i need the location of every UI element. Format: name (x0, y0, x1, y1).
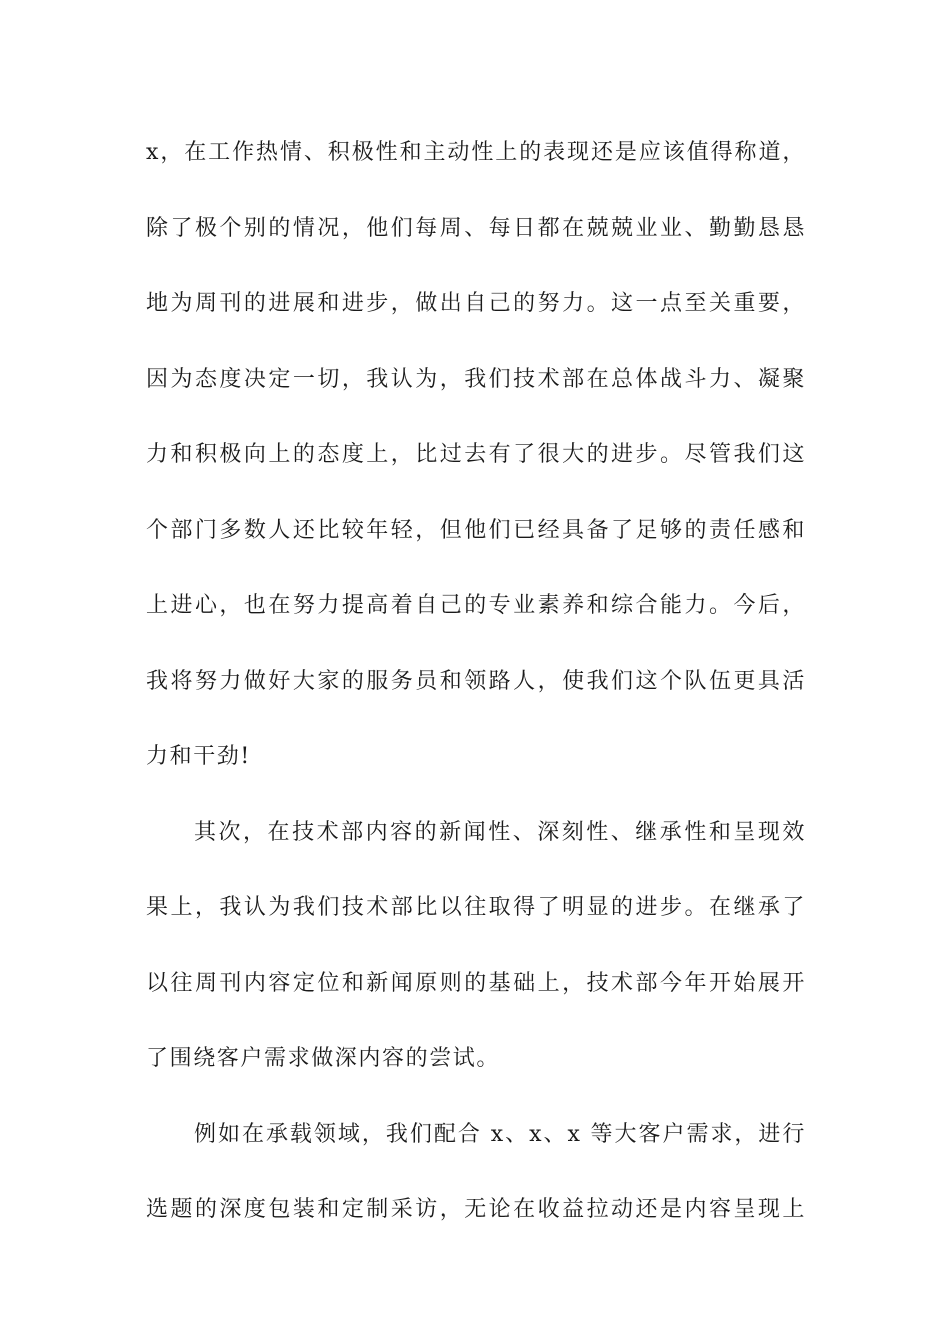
text-line: x，在工作热情、积极性和主动性上的表现还是应该值得称道， (146, 140, 806, 165)
text-line: 我将努力做好大家的服务员和领路人，使我们这个队伍更具活 (146, 668, 806, 694)
text-line: 力和积极向上的态度上，比过去有了很大的进步。尽管我们这 (146, 442, 806, 467)
text-line: 果上，我认为我们技术部比以往取得了明显的进步。在继承了 (146, 895, 806, 920)
paragraph-start-line: 其次，在技术部内容的新闻性、深刻性、继承性和呈现效 (194, 819, 806, 845)
body-text (146, 128, 806, 1261)
text-line: 因为态度决定一切，我认为，我们技术部在总体战斗力、凝聚 (146, 366, 806, 392)
text-line: 个部门多数人还比较年轻，但他们已经具备了足够的责任感和 (146, 517, 806, 543)
text-line: 地为周刊的进展和进步，做出自己的努力。这一点至关重要， (146, 291, 806, 316)
text-line: 上进心，也在努力提高着自己的专业素养和综合能力。今后， (146, 593, 806, 618)
text-line: 除了极个别的情况，他们每周、每日都在兢兢业业、勤勤恳恳 (146, 215, 806, 241)
text-line: 力和干劲! (146, 744, 251, 769)
text-line: 以往周刊内容定位和新闻原则的基础上，技术部今年开始展开 (146, 970, 806, 996)
paragraph-start-line: 例如在承载领域，我们配合 x、x、x 等大客户需求，进行 (194, 1121, 806, 1147)
text-line: 了围绕客户需求做深内容的尝试。 (146, 1046, 501, 1071)
text-line: 选题的深度包装和定制采访，无论在收益拉动还是内容呈现上 (146, 1197, 806, 1222)
